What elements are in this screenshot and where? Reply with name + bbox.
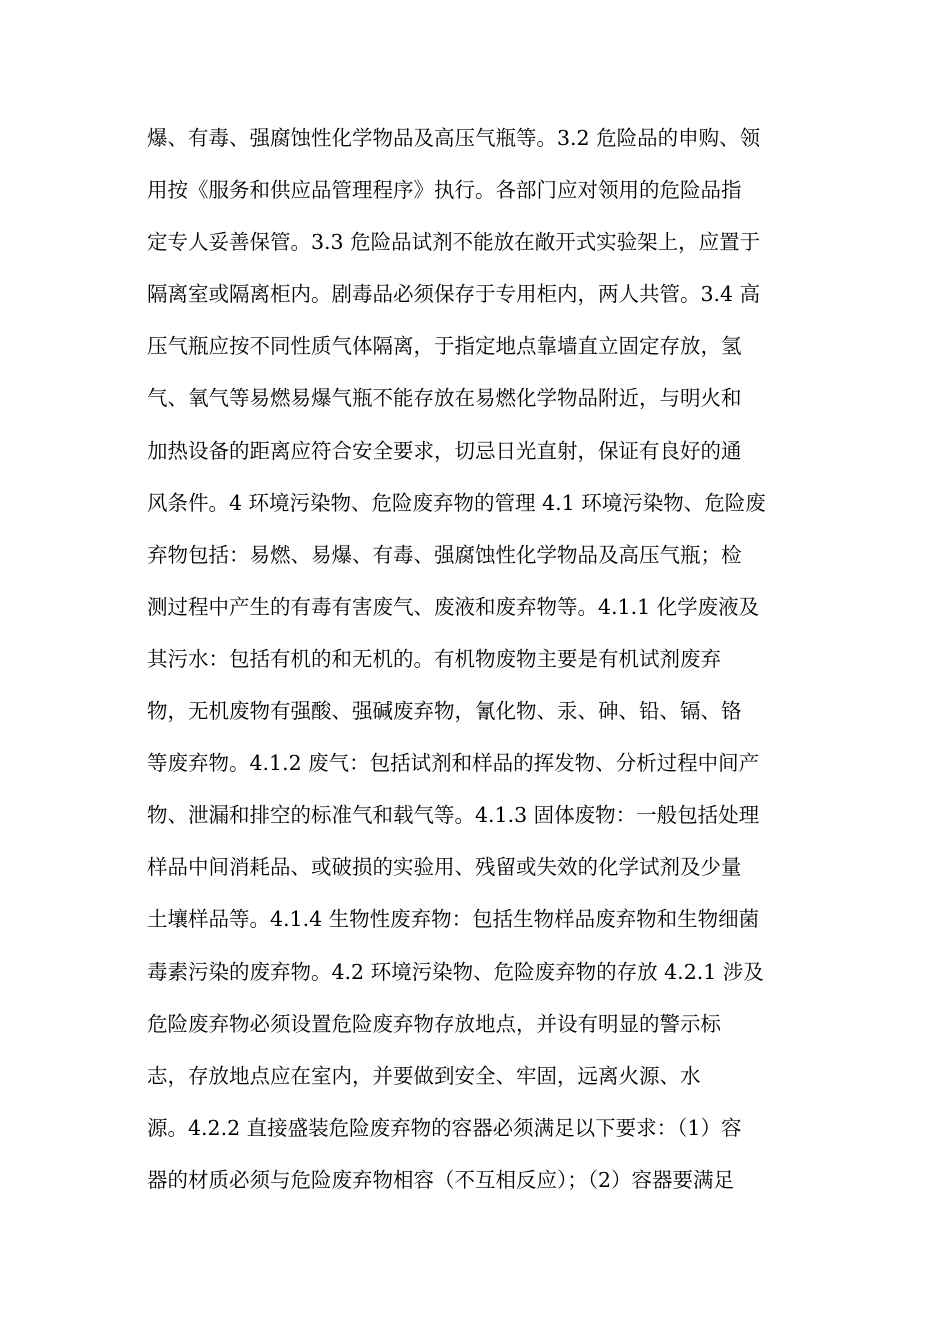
text-line: 其污水：包括有机的和无机的。有机物废物主要是有机试剂废弃 — [147, 646, 721, 671]
text-line: 用按《服务和供应品管理程序》执行。各部门应对领用的危险品指 — [147, 178, 742, 203]
text-line: 志，存放地点应在室内，并要做到安全、牢固，远离火源、水 — [147, 1063, 701, 1088]
text-line: 弃物包括：易燃、易爆、有毒、强腐蚀性化学物品及高压气瓶；检 — [147, 542, 742, 567]
text-line: 危险废弃物必须设置危险废弃物存放地点，并设有明显的警示标 — [147, 1011, 721, 1036]
body-paragraph — [147, 112, 827, 1206]
text-line: 毒素污染的废弃物。4.2 环境污染物、危险废弃物的存放 4.2.1 涉及 — [147, 959, 764, 984]
text-line: 样品中间消耗品、或破损的实验用、残留或失效的化学试剂及少量 — [147, 855, 742, 880]
text-line: 压气瓶应按不同性质气体隔离，于指定地点靠墙直立固定存放，氢 — [147, 334, 742, 359]
text-line: 源。4.2.2 直接盛装危险废弃物的容器必须满足以下要求：（1）容 — [147, 1115, 742, 1140]
text-line: 等废弃物。4.1.2 废气：包括试剂和样品的挥发物、分析过程中间产 — [147, 751, 760, 776]
text-line: 隔离室或隔离柜内。剧毒品必须保存于专用柜内，两人共管。3.4 高 — [147, 282, 761, 307]
text-line: 气、氧气等易燃易爆气瓶不能存放在易燃化学物品附近，与明火和 — [147, 386, 742, 411]
text-line: 测过程中产生的有毒有害废气、废液和废弃物等。4.1.1 化学废液及 — [147, 594, 760, 619]
text-line: 物，无机废物有强酸、强碱废弃物，氰化物、汞、砷、铅、镉、铬 — [147, 699, 742, 724]
text-line: 土壤样品等。4.1.4 生物性废弃物：包括生物样品废弃物和生物细菌 — [147, 907, 760, 932]
text-line: 器的材质必须与危险废弃物相容（不互相反应）；（2）容器要满足 — [147, 1167, 735, 1192]
text-line: 定专人妥善保管。3.3 危险品试剂不能放在敞开式实验架上，应置于 — [147, 230, 761, 255]
text-line: 风条件。4 环境污染物、危险废弃物的管理 4.1 环境污染物、危险废 — [147, 490, 766, 515]
text-line: 物、泄漏和排空的标准气和载气等。4.1.3 固体废物：一般包括处理 — [147, 803, 760, 828]
text-line: 加热设备的距离应符合安全要求，切忌日光直射，保证有良好的通 — [147, 438, 742, 463]
text-line: 爆、有毒、强腐蚀性化学物品及高压气瓶等。3.2 危险品的申购、领 — [147, 126, 761, 150]
